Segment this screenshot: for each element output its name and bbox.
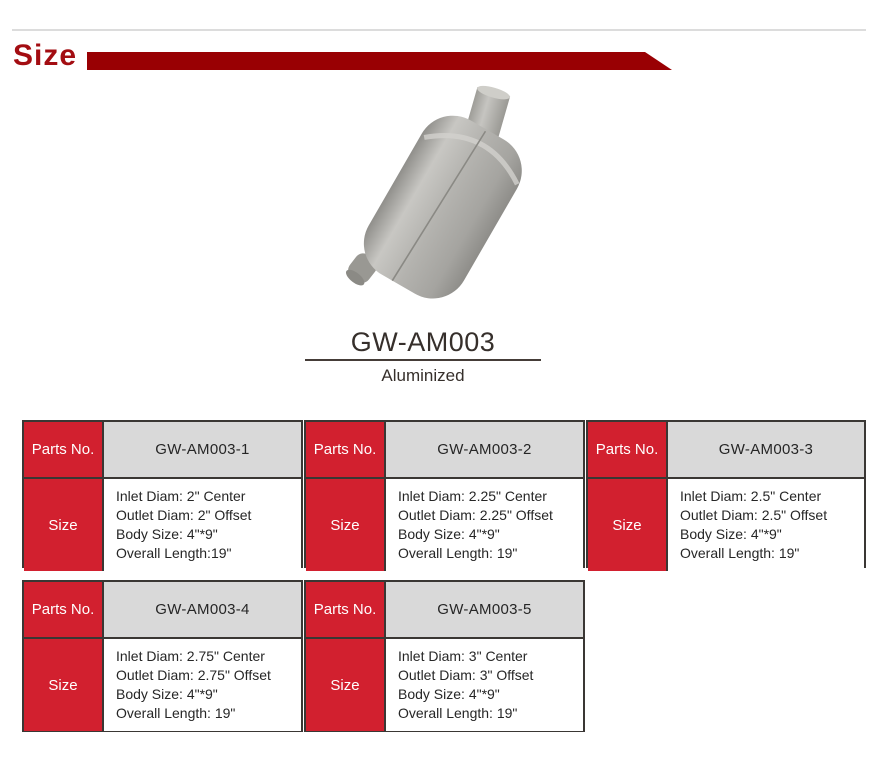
size-label: Size: [24, 639, 104, 731]
part-number: GW-AM003-1: [104, 422, 301, 479]
page-title: Size: [13, 39, 78, 72]
title-underline: [305, 359, 541, 361]
spec-table-gw-am003-5: [304, 580, 585, 732]
product-title-block: [305, 328, 541, 386]
title-accent-bar: [87, 52, 672, 70]
spec-line: Inlet Diam: 2" Center: [116, 488, 246, 504]
muffler-illustration: [340, 82, 560, 332]
parts-no-label: Parts No.: [306, 422, 386, 479]
size-label: Size: [24, 479, 104, 571]
spec-line: Overall Length: 19": [116, 705, 236, 721]
spec-table-gw-am003-1: [22, 420, 303, 568]
part-number: GW-AM003-2: [386, 422, 583, 479]
spec-line: Body Size: 4"*9": [398, 526, 500, 542]
product-finish: Aluminized: [381, 366, 465, 385]
spec-line: Body Size: 4"*9": [116, 526, 218, 542]
size-specs: [104, 479, 301, 571]
spec-line: Body Size: 4"*9": [680, 526, 782, 542]
size-specs: [104, 639, 301, 731]
part-number: GW-AM003-3: [668, 422, 864, 479]
spec-line: Outlet Diam: 2.25" Offset: [398, 507, 553, 523]
spec-line: Overall Length:19": [116, 545, 232, 561]
spec-line: Inlet Diam: 2.75" Center: [116, 648, 265, 664]
parts-no-label: Parts No.: [588, 422, 668, 479]
parts-no-label: Parts No.: [24, 582, 104, 639]
spec-line: Outlet Diam: 2" Offset: [116, 507, 252, 523]
spec-line: Overall Length: 19": [680, 545, 800, 561]
product-model: GW-AM003: [350, 327, 496, 357]
size-label: Size: [306, 639, 386, 731]
spec-line: Body Size: 4"*9": [116, 686, 218, 702]
spec-line: Inlet Diam: 2.25" Center: [398, 488, 547, 504]
spec-table-gw-am003-3: [586, 420, 866, 568]
spec-line: Body Size: 4"*9": [398, 686, 500, 702]
size-specs: [668, 479, 864, 571]
spec-line: Outlet Diam: 2.5" Offset: [680, 507, 828, 523]
spec-table-gw-am003-2: [304, 420, 585, 568]
size-specs: [386, 639, 583, 731]
spec-table-gw-am003-4: [22, 580, 303, 732]
size-specs: [386, 479, 583, 571]
spec-line: Outlet Diam: 2.75" Offset: [116, 667, 271, 683]
spec-line: Inlet Diam: 2.5" Center: [680, 488, 822, 504]
spec-line: Inlet Diam: 3" Center: [398, 648, 528, 664]
top-divider: [12, 29, 866, 31]
spec-line: Outlet Diam: 3" Offset: [398, 667, 534, 683]
part-number: GW-AM003-4: [104, 582, 301, 639]
parts-no-label: Parts No.: [306, 582, 386, 639]
parts-no-label: Parts No.: [24, 422, 104, 479]
spec-line: Overall Length: 19": [398, 545, 518, 561]
muffler-product-image: [340, 82, 560, 332]
part-number: GW-AM003-5: [386, 582, 583, 639]
size-label: Size: [588, 479, 668, 571]
spec-line: Overall Length: 19": [398, 705, 518, 721]
size-label: Size: [306, 479, 386, 571]
